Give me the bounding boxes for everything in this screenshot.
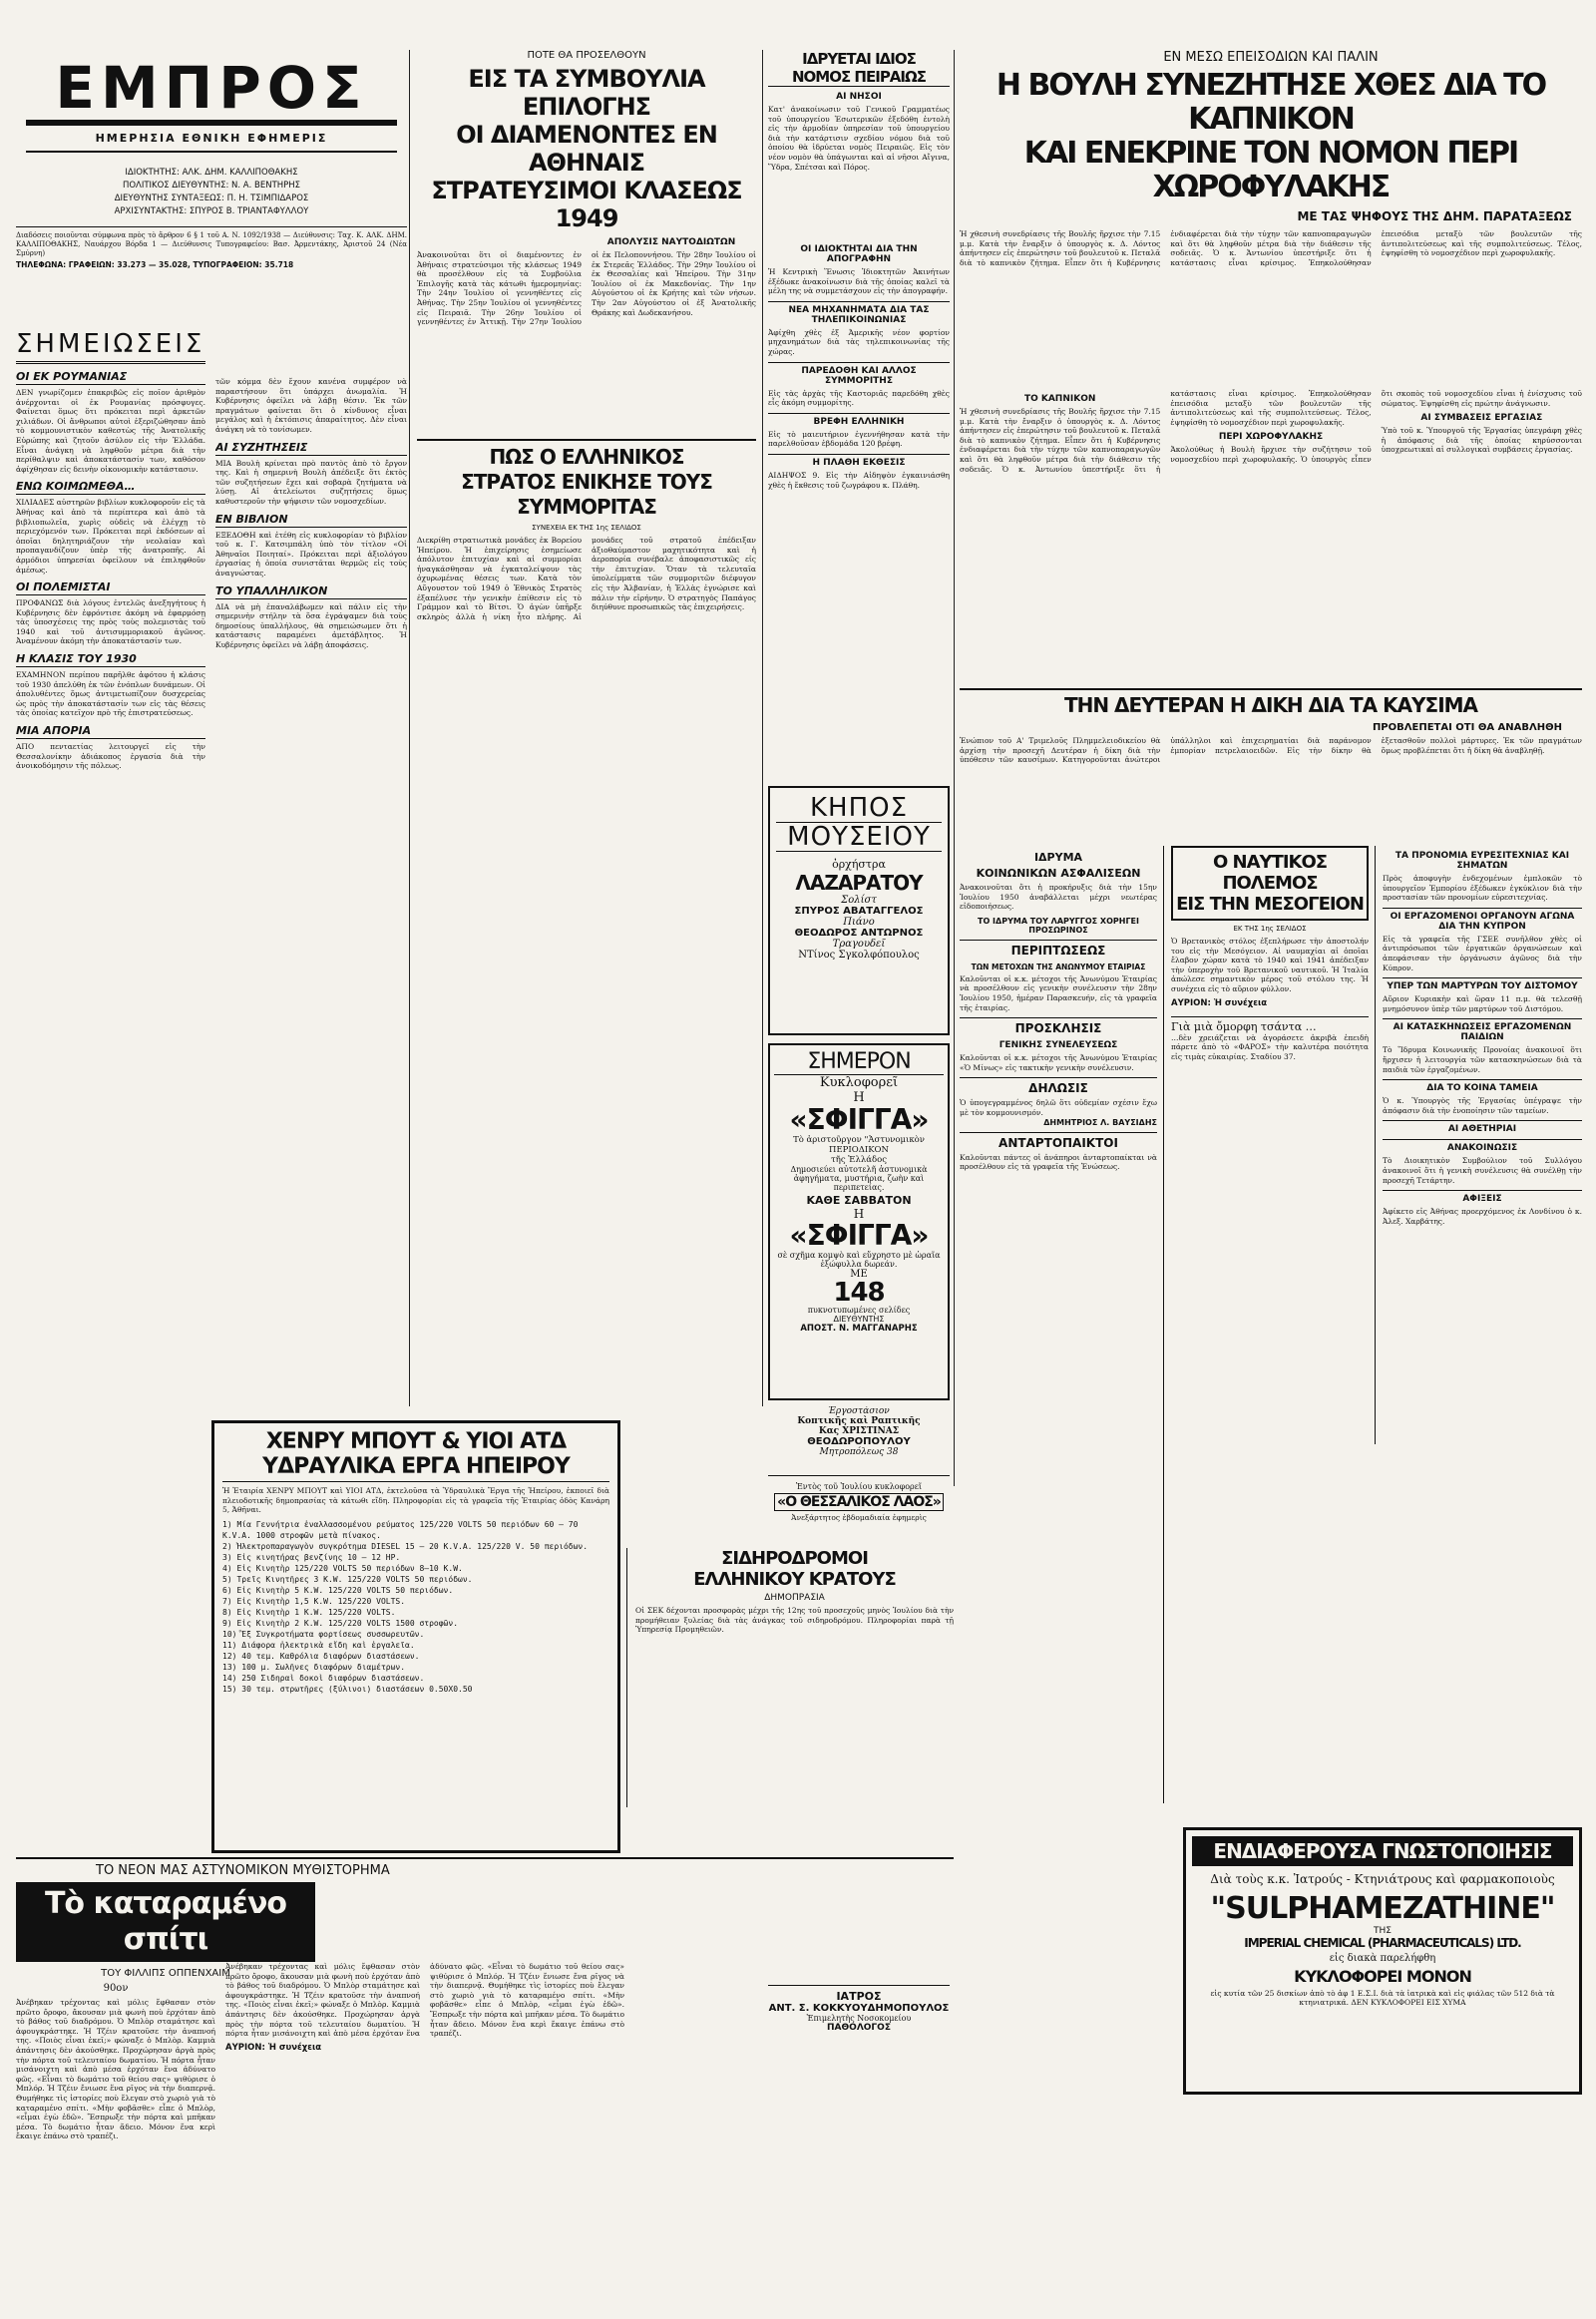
- naval-body: Ὁ Βρετανικὸς στόλος ἐξεπλήρωσε τὴν ἀποστολήν του εἰς τὴν Μεσόγειον. Αἱ ναυμαχίαι αἱ ὁποῖαι ἔλαβον χώραν κατὰ τὸ 1940 καὶ 1941 ἀπέδειξαν τὴν ὑπεροχὴν τοῦ Βρετανικοῦ ναυτικοῦ. Ἡ Ἰταλία ἀπώλεσε σημαντικὸν μέρος τοῦ στόλου της. Ἡ συνέχεια εἰς τὸ αὔριον φύλλον.: [1171, 937, 1369, 993]
- notes-c2-s1-title: ΑΙ ΣΥΖΗΤΗΣΕΙΣ: [215, 441, 407, 456]
- ad-sfigga-desc2: τῆς Ἑλλάδος: [831, 1155, 887, 1165]
- list-item: 11) Διάφορα ἠλεκτρικὰ εἴδη καὶ ἐργαλεῖα.: [222, 1640, 415, 1650]
- railway-body: Οἱ ΣΕΚ δέχονται προσφορὰς μέχρι τῆς 12ης τοῦ προσεχοῦς μηνὸς Ἰουλίου διὰ τὴν προμήθειαν ξυλείας διὰ τὰς ἀνάγκας τοῦ σιδηροδρόμου. Πληροφορίαι παρὰ τῇ Ὑπηρεσίᾳ Προμηθειῶν.: [635, 1606, 954, 1635]
- parliament-s3-body: Ὑπὸ τοῦ κ. Ὑπουργοῦ τῆς Ἐργασίας ὑπεγράφη χθὲς ἡ ἀπόφασις διὰ τῆς ὁποίας κηρύσσονται ὑποχρεωτικαὶ αἱ συλλογικαὶ συμβάσεις ἐργασίας.: [1381, 426, 1582, 455]
- ad-sfigga-today: ΣΗΜΕΡΟΝ: [774, 1049, 944, 1075]
- notes-column-2: [215, 377, 407, 1404]
- notes-c2-s2-title: ΕΝ ΒΙΒΛΙΟΝ: [215, 513, 407, 528]
- story-army-byline: ΣΥΝΕΧΕΙΑ ΕΚ ΤΗΣ 1ης ΣΕΛΙΔΟΣ: [532, 524, 641, 532]
- short-items: [768, 239, 950, 798]
- story-army: [417, 439, 756, 1396]
- story-fuel-body: Ἐνώπιον τοῦ Α' Τριμελοῦς Πλημμελειοδικείου θὰ ἀρχίσῃ τὴν προσεχῆ Δευτέραν ἡ δίκη διὰ τὴν ὑπόθεσιν τῶν καυσίμων. Κατηγοροῦνται ἀνώτεροι ὑπάλληλοι καὶ ἐπιχειρηματίαι διὰ παράνομον ἐμπορίαν πετρελαιοειδῶν. Εἰς τὴν δίκην θὰ ἐξετασθοῦν πολλοὶ μάρτυρες. Ἐκ τῶν πραγμάτων ὅμως προβλέπεται ὅτι ἡ δίκη θὰ ἀναβληθῇ.: [960, 736, 1582, 765]
- parliament-s1-body: Ἡ χθεσινὴ συνεδρίασις τῆς Βουλῆς ἤρχισε τὴν 7.15 μ.μ. Κατὰ τὴν ἔναρξιν ὁ ὑπουργὸς κ. Δ. Λόντος ἀπήντησεν εἰς ἐπερώτησιν τοῦ βουλευτοῦ κ. Πεταλᾶ διὰ τὸ καπνικὸν ζήτημα. Εἶπεν ὅτι ἡ Κυβέρνησις ἐνδιαφέρεται διὰ τὴν τύχην τῶν καπνοπαραγωγῶν καὶ ὅτι θὰ ληφθοῦν μέτρα διὰ τὴν διάθεσιν τῆς σοδειᾶς. Ὁ κ. Ἀντωνίου ὑπεστήριξε ὅτι ἡ κατάστασις εἶναι κρίσιμος. Ἐπηκολούθησαν ἐπεισόδια μεταξὺ τῶν βουλευτῶν τῆς ἀντιπολιτεύσεως καὶ τῆς συμπολιτεύσεως. Τέλος, ἐψηφίσθη τὸ νομοσχέδιον περὶ χωροφυλακῆς.: [960, 389, 1372, 474]
- ad-kipos-name3: ΘΕΟΔΩΡΟΣ ΑΝΤΩΡΝΟΣ: [794, 928, 924, 939]
- list-item: 5) Τρεῖς Κινητῆρες 3 K.W. 125/220 VOLTS 50 περιόδων.: [222, 1574, 473, 1584]
- notes-s1-title: ΟΙ ΕΚ ΡΟΥΜΑΝΙΑΣ: [16, 370, 205, 385]
- ad-kipos-mouseiou: [768, 786, 950, 1035]
- ad-thessalikos: [768, 1482, 950, 1544]
- henry-boot-intro: Ἡ Ἑταιρία ΧΕΝΡΥ ΜΠΟΥΤ καὶ ΥΙΟΙ ΑΤΔ, ἐκτελοῦσα τὰ Ὑδραυλικὰ Ἔργα τῆς Ἠπείρου, ἐκποιεῖ διὰ πλειοδοτικῆς δημοπρασίας τὰ κάτωθι εἴδη. Πληροφορίαι εἰς τὰ γραφεῖα τῆς Ἑταιρίας ὁδὸς Κανάρη 5, Ἀθῆναι.: [222, 1486, 609, 1515]
- foundation-sign: ΔΗΜΗΤΡΙΟΣ Λ. ΒΑΥΣΙΔΗΣ: [1043, 1117, 1157, 1127]
- story-piraeus-head-2: ΝΟΜΟΣ ΠΕΙΡΑΙΩΣ: [768, 68, 950, 87]
- naval-s2: Γιὰ μιὰ ὄμορφη τσάντα …: [1171, 1016, 1369, 1033]
- iatros-l1: ΙΑΤΡΟΣ: [836, 1990, 882, 2003]
- sulpha-l3: ΚΥΚΛΟΦΟΡΕΙ ΜΟΝΟΝ: [1294, 1967, 1471, 1986]
- notes-s5-title: ΜΙΑ ΑΠΟΡΙΑ: [16, 724, 205, 739]
- exhibition-title: Η ΠΛΑΘΗ ΕΚΘΕΣΙΣ: [768, 454, 950, 468]
- foundation-body5: Καλοῦνται πάντες οἱ ἀνάπηροι ἀνταρτοπαίκται νὰ προσέλθουν εἰς τὰ γραφεῖα τῆς Ἑνώσεως.: [960, 1152, 1157, 1172]
- foundation-h3: ΤΟ ΙΔΡΥΜΑ ΤΟΥ ΛΑΡΥΓΓΟΣ ΧΟΡΗΓΕΙ ΠΡΟΣΩΡΙΝΟΣ: [978, 916, 1139, 935]
- camps-body: Τὸ Ἵδρυμα Κοινωνικῆς Προνοίας ἀνακοινοῖ ὅτι ἤρχισεν ἡ λειτουργία τῶν κατασκηνώσεων διὰ τὰ παιδιὰ τῶν ἐργαζομένων.: [1383, 1045, 1582, 1074]
- ad-sfigga-dir-name: ΑΠΟΣΤ. Ν. ΜΑΓΓΑΝΑΡΗΣ: [800, 1324, 918, 1334]
- ad-kipos-role2: Σολίστ: [841, 895, 877, 906]
- railway-notice: [626, 1548, 954, 1807]
- patents-body: Πρὸς ἀποφυγὴν ἐνδεχομένων ἐμπλοκῶν τὸ ὑπουργεῖον Ἐμπορίου ἐξέδωκεν ἐγκύκλιον διὰ τὴν προστασίαν τῶν προνομίων εὑρεσιτεχνίας.: [1383, 874, 1582, 903]
- masthead-subtitle: ΗΜΕΡΗΣΙΑ ΕΘΝΙΚΗ ΕΦΗΜΕΡΙΣ: [95, 132, 328, 145]
- ad-kipos-line1: ὀρχήστρα: [832, 858, 886, 871]
- ad-kipos-title-2: ΜΟΥΣΕΙΟΥ: [776, 823, 942, 852]
- ad-kipos-role4: Τραγουδεῖ: [832, 939, 886, 950]
- surrender-body: Εἰς τὰς ἀρχὰς τῆς Καστοριᾶς παρεδόθη χθὲς εἷς ἀκόμη συμμορίτης.: [768, 388, 950, 408]
- story-parliament-body: Ἡ χθεσινὴ συνεδρίασις τῆς Βουλῆς ἤρχισε τὴν 7.15 μ.μ. Κατὰ τὴν ἔναρξιν ὁ ὑπουργὸς κ. Δ. Λόντος ἀπήντησεν εἰς ἐπερώτησιν τοῦ βουλευτοῦ κ. Πεταλᾶ διὰ τὸ καπνικὸν ζήτημα. Εἶπεν ὅτι ἡ Κυβέρνησις ἐνδιαφέρεται διὰ τὴν τύχην τῶν καπνοπαραγωγῶν καὶ ὅτι θὰ ληφθοῦν μέτρα διὰ τὴν διάθεσιν τῆς σοδειᾶς. Ὁ κ. Ἀντωνίου ὑπεστήριξε ὅτι ἡ κατάστασις εἶναι κρίσιμος. Ἐπηκολούθησαν ἐπεισόδια μεταξὺ τῶν βουλευτῶν τῆς ἀντιπολιτεύσεως καὶ τῆς συμπολιτεύσεως. Τέλος, ἐψηφίσθη τὸ νομοσχέδιον περὶ χωροφυλακῆς.: [960, 229, 1582, 267]
- ad-thessal-l1: Ἐντὸς τοῦ Ἰουλίου κυκλοφορεῖ: [795, 1482, 923, 1491]
- notes-s1-body: ΔΕΝ γνωρίζομεν ἐπακριβῶς εἰς ποῖον ἀριθμὸν ἀνέρχονται οἱ ἐκ Ρουμανίας πρόσφυγες. Φαίνεται ὅμως ὅτι πρόκειται περὶ ἀρκετῶν χιλιάδων. Οἱ ἄνθρωποι αὐτοὶ ἐξεριζώθησαν ἀπὸ τὸ κομμουνιστικὸν καθεστὼς τῆς Ἀνατολικῆς Εὐρώπης καὶ ζητοῦν ἀσύλον εἰς τὴν Ἑλλάδα. Εἶναι ἀνάγκη νὰ ληφθοῦν μέτρα διὰ τὴν περίθαλψιν καὶ ἀποκατάστασίν των, καθόσον ἀφίχθησαν εἰς δεινὴν οἰκονομικὴν κατάστασιν.: [16, 388, 205, 474]
- foundation-body2: Καλοῦνται οἱ κ.κ. μέτοχοι τῆς Ἀνωνύμου Ἑταιρίας νὰ προσέλθουν εἰς γενικὴν συνέλευσιν τὴν 28ην Ἰουλίου 1950, ἡμέραν Παρασκευήν, εἰς τὰ γραφεῖα τῆς ἑταιρίας.: [960, 973, 1157, 1012]
- notes-s2-body: ΧΙΛΙΑΔΕΣ αὐστηρῶν βιβλίων κυκλοφοροῦν εἰς τὰ Ἀθήνας καὶ ἀπὸ τὰ περίπτερα καὶ ἀπὸ τὰ βιβλιοπωλεῖα, χωρὶς οὐδεὶς νὰ ἐλέγχῃ τὸ περιεχόμενόν των. Πρόκειται περὶ ἐκδόσεων αἱ ὁποῖαι δηλητηριάζουν τὴν νεολαίαν καὶ προπαγανδίζουν ὑπὲρ τῆς ἀνατροπῆς. Αἱ ἁρμόδιοι ὑπηρεσίαι ὀφείλουν νὰ ἐπιληφθοῦν ἀμέσως.: [16, 498, 205, 575]
- notes-s2-title: ΕΝΩ ΚΟΙΜΩΜΕΘΑ…: [16, 480, 205, 495]
- serial-kicker: ΤΟ ΝΕΟΝ ΜΑΣ ΑΣΤΥΝΟΜΙΚΟΝ ΜΥΘΙΣΤΟΡΗΜΑ: [96, 1863, 390, 1878]
- masthead-chief-editor: ΑΡΧΙΣΥΝΤΑΚΤΗΣ: ΣΠΥΡΟΣ Β. ΤΡΙΑΝΤΑΦΥΛΛΟΥ: [114, 206, 309, 216]
- ad-sfigga-me: ΜΕ: [850, 1269, 868, 1280]
- arrivals-body: Ἀφίκετο εἰς Ἀθήνας προερχόμενος ἐκ Λονδίνου ὁ κ. Ἀλεξ. Χαρβάτης.: [1383, 1207, 1582, 1226]
- parliament-s2-body: Ἀκολούθως ἡ Βουλὴ ἤρχισε τὴν συζήτησιν τοῦ νομοσχεδίου περὶ χωροφυλακῆς. Ὁ ὑπουργὸς εἶπεν ὅτι σκοπὸς τοῦ νομοσχεδίου εἶναι ἡ ἐνίσχυσις τοῦ σώματος. Ἐψηφίσθη εἰς πρώτην ἀνάγνωσιν.: [1170, 389, 1582, 464]
- ad-ergostasion: [768, 1406, 950, 1476]
- ad-sfigga-dir: ΔΙΕΥΘΥΝΤΗΣ: [833, 1315, 885, 1324]
- story-parliament-headline-1: Η ΒΟΥΛΗ ΣΥΝΕΖΗΤΗΣΕ ΧΘΕΣ ΔΙΑ ΤΟ ΚΑΠΝΙΚΟΝ: [996, 68, 1546, 137]
- notes-c2-s3-body: ΔΙΑ νὰ μὴ ἐπαναλάβωμεν καὶ πάλιν εἰς τὴν σημερινὴν στήλην τὰ ὅσα ἐγράψαμεν διὰ τοὺς δημοσίους ὑπαλλήλους, θὰ σημειώσωμεν ὅτι ἡ κατάστασις παραμένει ἀμετάβλητος. Ἡ Κυβέρνησις ὀφείλει νὰ λάβῃ ἀποφάσεις.: [215, 601, 407, 649]
- list-item: 10) Ἓξ Συγκροτήματα φορτίσεως συσσωρευτῶν.: [222, 1629, 425, 1639]
- railway-h3: ΔΗΜΟΠΡΑΣΙΑ: [764, 1593, 825, 1603]
- list-item: 14) 250 Σιδηραὶ δοκοὶ διαφόρων διαστάσεων.: [222, 1673, 425, 1683]
- notes-s4-body: ΕΧΑΜΗΝΟΝ περίπου παρῆλθε ἀφότου ἡ κλάσις τοῦ 1930 ἀπελύθη ἐκ τῶν ἐνόπλων δυνάμεων. Οἱ ἀπολυθέντες ὅμως ἀντιμετωπίζουν δυσχερείας ὡς πρὸς τὴν ἀποκατάστασίν των εἰς τὰς θέσεις τὰς ὁποίας κατεῖχον πρὸ τῆς ἐπιστρατεύσεως.: [16, 670, 205, 718]
- surrender-title: ΠΑΡΕΔΟΘΗ ΚΑΙ ΑΛΛΟΣ ΣΥΜΜΟΡΙΤΗΣ: [768, 362, 950, 386]
- ad-kipos-role3: Πιάνο: [843, 917, 875, 928]
- serial-title: Τὸ καταραμένο σπίτι: [16, 1882, 315, 1962]
- story-naval: [1171, 846, 1376, 1444]
- list-item: 15) 30 τεμ. στρωτῆρες (ξύλινοι) διαστάσεων 0.50X0.50: [222, 1684, 473, 1694]
- ad-sfigga-desc3: Δημοσιεύει αὐτοτελῆ ἀστυνομικὰ ἀφηγήματα, μυστήρια, ζωὴν καὶ περιπετείας.: [790, 1165, 928, 1192]
- ad-ergost-l2: Κοπτικῆς καὶ Ραπτικῆς: [797, 1416, 921, 1426]
- sulpha-l4: εἰς κυτία τῶν 25 δισκίων ἀπὸ τὸ ἀφ 1 Ε.Σ.Ι. διὰ τὰ ἰατρικὰ καὶ εἰς φιάλας τῶν 512 διὰ τὰ κτηνιατρικά. ΔΕΝ ΚΥΚΛΟΦΟΡΕΙ ΕΙΣ ΧΥΜΑ: [1210, 1989, 1555, 2007]
- serial-author: ΤΟΥ ΦΙΛΛΙΠΣ ΟΠΠΕΝΧΑΙΜ: [101, 1968, 230, 1979]
- serial-body-2: Ἀνέβηκαν τρέχοντας καὶ μόλις ἔφθασαν στὸν πρῶτο ὄροφο, ἄκουσαν μιὰ φωνὴ ποὺ ἐρχόταν ἀπὸ τὸ βάθος τοῦ διαδρόμου. Ὁ Μπλὸρ σταμάτησε καὶ ἀφουγκράστηκε. Ἡ Τζέιν κρατοῦσε τὴν ἀναπνοή της. «Ποιὸς εἶναι ἐκεῖ;» φώναξε ὁ Μπλὸρ. Καμμιὰ ἀπάντησις δὲν ἀκούσθηκε. Προχώρησαν ἀργὰ πρὸς τὴν πόρτα τοῦ τελευταίου δωματίου. Ἡ πόρτα ἦταν μισάνοιχτη καὶ ἀπὸ μέσα ἐρχόταν ἕνα ἀδύνατο φῶς. «Εἶναι τὸ δωμάτιο τοῦ θείου σας» ψιθύρισε ὁ Μπλόρ. Ἡ Τζέιν ἔνιωσε ἕνα ρῖγος νὰ τὴν διαπερνᾷ. Θυμήθηκε τὶς ἱστορίες ποὺ ἔλεγαν στὸ χωριὸ γιὰ τὸ καταραμένο σπίτι. «Μὴν φοβᾶσθε» εἶπε ὁ Μπλὸρ, «εἶμαι ἐγὼ ἐδῶ». Ἔσπρωξε τὴν πόρτα καὶ μπῆκαν μέσα. Τὸ δωμάτιο ἦταν ἄδειο. Μόνον ἕνα κερὶ ἔκαιγε ἐπάνω στὸ τραπέζι.: [225, 1962, 624, 2039]
- parliament-s2: ΠΕΡΙ ΧΩΡΟΦΥΛΑΚΗΣ: [1218, 432, 1324, 443]
- babies-body: Εἰς τὸ μαιευτήριον ἐγεννήθησαν κατὰ τὴν παρελθοῦσαν ἑβδομάδα 120 βρέφη.: [768, 429, 950, 449]
- ad-kipos-title-1: ΚΗΠΟΣ: [776, 794, 942, 823]
- story-conscripts-headline-2: ΟΙ ΔΙΑΜΕΝΟΝΤΕΣ ΕΝ ΑΘΗΝΑΙΣ: [456, 121, 717, 177]
- telecom-title: ΝΕΑ ΜΗΧΑΝΗΜΑΤΑ ΔΙΑ ΤΑΣ ΤΗΛΕΠΙΚΟΙΝΩΝΙΑΣ: [768, 301, 950, 325]
- sulpha-h1: ΕΝΔΙΑΦΕΡΟΥΣΑ ΓΝΩΣΤΟΠΟΙΗΣΙΣ: [1192, 1836, 1573, 1866]
- ad-ergost-l1: Ἐργοστάσιον: [828, 1406, 890, 1416]
- ad-sfigga-h2: Η: [853, 1207, 865, 1221]
- parliament-s1: ΤΟ ΚΑΠΝΙΚΟΝ: [1023, 394, 1096, 404]
- story-army-body: Διεκρίθη στρατιωτικὰ μονάδες ἐκ Βορείου Ἠπείρου. Ἡ ἐπιχείρησις ἐσημείωσε ἀπόλυτον ἐπιτυχίαν καὶ αἱ συμμορίαι ἠναγκάσθησαν νὰ ἐγκαταλείψουν τὰς ὀχυρωμένας θέσεις των. Κατὰ τὸν Αὔγουστον τοῦ 1949 ὁ Ἐθνικὸς Στρατὸς ἐξαπέλυσε τὴν γενικὴν ἐπίθεσιν εἰς τὸ Γράμμον καὶ τὸ Βίτσι. Ὁ ἀγὼν ὑπῆρξε σκληρὸς ἀλλὰ ἡ νίκη ἦτο πλήρης. Αἱ μονάδες τοῦ στρατοῦ ἐπέδειξαν ἀξιοθαύμαστον μαχητικότητα καὶ ἡ ἀεροπορία συνέβαλε ἀποφασιστικῶς εἰς τὴν ἐπιτυχίαν. Ὅταν τὰ τελευταῖα ὑπολείμματα τῶν συμμοριτῶν διέφυγον εἰς τὴν Ἀλβανίαν, ἡ Ἑλλὰς ἐγνώρισε καὶ πάλιν τὴν εἰρήνην. Ὁ στρατηγὸς Παπάγος διηύθυνε προσωπικῶς τὰς ἐπιχειρήσεις.: [417, 536, 756, 621]
- list-item: 8) Εἰς Κινητὴρ 1 K.W. 125/220 VOLTS.: [222, 1607, 396, 1617]
- sulpha-l1: Διὰ τοὺς κ.κ. Ἰατρούς - Κτηνιάτρους καὶ φαρμακοποιοὺς: [1210, 1872, 1555, 1886]
- list-item: 13) 100 μ. Σωλῆνες διαφόρων διαμέτρων.: [222, 1662, 406, 1672]
- story-piraeus-sub: ΑΙ ΝΗΣΟΙ: [836, 92, 882, 102]
- sulpha-spacer: [960, 1807, 1171, 2107]
- foundation-h2: ΚΟΙΝΩΝΙΚΩΝ ΑΣΦΑΛΙΣΕΩΝ: [976, 867, 1141, 880]
- story-conscripts-body: Ἀνακοινοῦται ὅτι οἱ διαμένοντες ἐν Ἀθήναις στρατεύσιμοι τῆς κλάσεως 1949 θὰ προσέλθουν εἰς τὰ Συμβούλια Ἐπιλογῆς κατὰ τὰς κάτωθι ἡμερομηνίας: Τὴν 24ην Ἰουλίου οἱ γεννηθέντες εἰς Ἀθήνας. Τὴν 25ην Ἰουλίου οἱ γεννηθέντες εἰς Πειραιᾶ. Τὴν 26ην Ἰουλίου οἱ γεννηθέντες ἐν Ἀττικῇ. Τὴν 27ην Ἰουλίου οἱ ἐκ Πελοποννήσου. Τὴν 28ην Ἰουλίου οἱ ἐκ Στερεᾶς Ἑλλάδος. Τὴν 29ην Ἰουλίου οἱ ἐκ Θεσσαλίας καὶ Ἠπείρου. Τὴν 31ην Ἰουλίου οἱ ἐκ Μακεδονίας. Τὴν 1ην Αὐγούστου οἱ ἐκ Κρήτης καὶ τῶν νήσων. Τὴν 2αν Αὐγούστου οἱ ἐξ Ἀνατολικῆς Θράκης καὶ Δωδεκανήσου.: [417, 250, 756, 327]
- ad-sfigga-h: Η: [853, 1090, 865, 1105]
- notes-s3-body: ΠΡΟΦΑΝΩΣ διὰ λόγους ἐντελῶς ἀνεξηγήτους ἡ Κυβέρνησις δὲν ἐφρόντισε ἀκόμη νὰ ἐφαρμόσῃ τὰς ὑποσχέσεις της πρὸς τοὺς πολεμιστὰς τοῦ 1940 καὶ τοῦ ἀντισυμμοριακοῦ ἀγῶνος. Ἀναμένουν ἀκόμη τὴν ἀποκατάστασίν των.: [16, 598, 205, 646]
- list-item: 12) 40 τεμ. Καθρόλια διαφόρων διαστάσεων.: [222, 1651, 420, 1661]
- ad-ergost-l5: Μητροπόλεως 38: [819, 1447, 899, 1457]
- henry-boot-list: [222, 1519, 609, 1695]
- parliament-cont: [960, 389, 1582, 688]
- serial-body-1: Ἀνέβηκαν τρέχοντας καὶ μόλις ἔφθασαν στὸν πρῶτο ὄροφο, ἄκουσαν μιὰ φωνὴ ποὺ ἐρχόταν ἀπὸ τὸ βάθος τοῦ διαδρόμου. Ὁ Μπλὸρ σταμάτησε καὶ ἀφουγκράστηκε. Ἡ Τζέιν κρατοῦσε τὴν ἀναπνοή της. «Ποιὸς εἶναι ἐκεῖ;» φώναξε ὁ Μπλὸρ. Καμμιὰ ἀπάντησις δὲν ἀκούσθηκε. Προχώρησαν ἀργὰ πρὸς τὴν πόρτα τοῦ τελευταίου δωματίου. Ἡ πόρτα ἦταν μισάνοιχτη καὶ ἀπὸ μέσα ἐρχόταν ἕνα ἀδύνατο φῶς. «Εἶναι τὸ δωμάτιο τοῦ θείου σας» ψιθύρισε ὁ Μπλόρ. Ἡ Τζέιν ἔνιωσε ἕνα ρῖγος νὰ τὴν διαπερνᾷ. Θυμήθηκε τὶς ἱστορίες ποὺ ἔλεγαν στὸ χωριὸ γιὰ τὸ καταραμένο σπίτι. «Μὴν φοβᾶσθε» εἶπε ὁ Μπλὸρ, «εἶμαι ἐγὼ ἐδῶ». Ἔσπρωξε τὴν πόρτα καὶ μπῆκαν μέσα. Τὸ δωμάτιο ἦταν ἄδειο. Μόνον ἕνα κερὶ ἔκαιγε ἐπάνω στὸ τραπέζι.: [16, 1998, 215, 2141]
- owners-body: Ἡ Κεντρικὴ Ἕνωσις Ἰδιοκτητῶν Ἀκινήτων ἐξέδωκε ἀνακοίνωσιν διὰ τῆς ὁποίας καλεῖ τὰ μέλη της νὰ συμμετάσχουν εἰς τὴν ἀπογραφήν.: [768, 267, 950, 296]
- arrivals-title: ΑΦΙΞΕΙΣ: [1383, 1190, 1582, 1204]
- camps-title: ΑΙ ΚΑΤΑΣΚΗΝΩΣΕΙΣ ΕΡΓΑΖΟΜΕΝΩΝ ΠΑΙΔΙΩΝ: [1383, 1018, 1582, 1042]
- story-army-headline: ΠΩΣ Ο ΕΛΛΗΝΙΚΟΣ ΣΤΡΑΤΟΣ ΕΝΙΚΗΣΕ ΤΟΥΣ ΣΥΜΜΟΡΙΤΑΣ: [461, 445, 712, 519]
- list-item: 3) Εἰς κινητήρας βενζίνης 10 — 12 ΗΡ.: [222, 1552, 401, 1562]
- notes-s4-title: Η ΚΛΑΣΙΣ ΤΟΥ 1930: [16, 652, 205, 667]
- serial-tomorrow: ΑΥΡΙΟΝ: Ἡ συνέχεια: [225, 2042, 322, 2053]
- ad-ergost-l3: Κας ΧΡΙΣΤΙΝΑΣ: [818, 1426, 900, 1436]
- serial-novel: [16, 1863, 624, 2302]
- ad-thessal-l3: Ἀνεξάρτητος ἑβδομαδιαία ἐφημερὶς: [791, 1513, 927, 1522]
- ad-sfigga-every: ΚΑΘΕ ΣΑΒΒΑΤΟΝ: [806, 1194, 912, 1207]
- story-fuel-sub: ΠΡΟΒΛΕΠΕΤΑΙ ΟΤΙ ΘΑ ΑΝΑΒΛΗΘΗ: [1372, 722, 1562, 733]
- story-parliament-sub: ΜΕ ΤΑΣ ΨΗΦΟΥΣ ΤΗΣ ΔΗΜ. ΠΑΡΑΤΑΞΕΩΣ: [1297, 209, 1572, 223]
- notes-c2-s1-body: ΜΙΑ Βουλὴ κρίνεται πρὸ παντὸς ἀπὸ τὸ ἔργον της. Καὶ ἡ σημερινὴ Βουλὴ ἀπέδειξε ὅτι ἐκτὸς τῶν συζητήσεων ἔχει καὶ σοβαρὰ ζητήματα νὰ λύσῃ. Αἱ ἀτελείωτοι συζητήσεις ὅμως καθυστεροῦν τὴν ψήφισιν τῶν νομοσχεδίων.: [215, 458, 407, 506]
- henry-boot-h2: ΥΔΡΑΥΛΙΚΑ ΕΡΓΑ ΗΠΕΙΡΟΥ: [222, 1454, 609, 1482]
- ad-iatros: [768, 1985, 950, 2065]
- naval-s2-body: …δὲν χρειάζεται νὰ ἀγοράσετε ἀκριβὰ ἐπειδὴ πάρετε ἀπὸ τὸ «ΦΑΡΟΣ» τὴν καλυτέρα ποιότητα εἰς τιμὰς εὐκαιρίας. Σταδίου 37.: [1171, 1032, 1369, 1061]
- list-item: 7) Εἰς Κινητὴρ 1,5 K.W. 125/220 VOLTS.: [222, 1596, 406, 1606]
- foundation-h1: ΙΔΡΥΜΑ: [1033, 851, 1083, 864]
- naval-h2: ΕΙΣ ΤΗΝ ΜΕΣΟΓΕΙΟΝ: [1171, 894, 1369, 921]
- ad-henry-boot: [211, 1420, 620, 1853]
- story-piraeus-head-1: ΙΔΡΥΕΤΑΙ ΙΔΙΟΣ: [802, 50, 916, 68]
- notes-s5-body: ΑΠΟ πενταετίας λειτουργεῖ εἰς τὴν Θεσσαλονίκην ἀδιάκοπος ἐργασία διὰ τὴν ἀνοικοδόμησιν τῆς πόλεως.: [16, 742, 205, 771]
- sulpha-l2: εἰς διακὰ παρελήφθη: [1329, 1953, 1436, 1964]
- parliament-s3: ΑΙ ΣΥΜΒΑΣΕΙΣ ΕΡΓΑΣΙΑΣ: [1420, 413, 1543, 424]
- athetiriai-title: ΑΙ ΑΘΕΤΗΡΙΑΙ: [1383, 1120, 1582, 1134]
- sulpha-the: ΤΗΣ: [1374, 1926, 1392, 1936]
- funds-body: Ὁ κ. Ὑπουργὸς τῆς Ἐργασίας ὑπέγραψε τὴν ἀπόφασιν διὰ τὴν ἐνοποίησιν τῶν ταμείων.: [1383, 1096, 1582, 1115]
- babies-title: ΒΡΕΦΗ ΕΛΛΗΝΙΚΗ: [768, 413, 950, 427]
- workers-body: Εἰς τὰ γραφεῖα τῆς ΓΣΕΕ συνῆλθον χθὲς οἱ ἀντιπρόσωποι τῶν ἐργατικῶν ὀργανώσεων καὶ ἀπεφάσισαν τὴν ὀργάνωσιν ἀγῶνος διὰ τὴν Κύπρον.: [1383, 934, 1582, 972]
- henry-boot-h1: ΧΕΝΡΥ ΜΠΟΥΤ & ΥΙΟΙ ΑΤΔ: [265, 1429, 567, 1454]
- list-item: 2) Ἠλεκτροπαραγωγὸν συγκρότημα DIESEL 15 — 20 K.V.A. 125/220 V. 50 περιόδων.: [222, 1541, 589, 1551]
- masthead: [16, 56, 407, 321]
- list-item: 9) Εἰς Κινητὴρ 2 K.W. 125/220 VOLTS 1500 στροφῶν.: [222, 1618, 459, 1628]
- masthead-title: ΕΜΠΡΟΣ: [26, 56, 397, 126]
- ad-sfigga-name2: «ΣΦΙΓΓΑ»: [789, 1219, 929, 1252]
- masthead-editor: ΔΙΕΥΘΥΝΤΗΣ ΣΥΝΤΑΞΕΩΣ: Π. Η. ΤΣΙΜΠΙΔΑΡΟΣ: [114, 193, 309, 203]
- notes-c2-s2-body: ΕΞΕΔΟΘΗ καὶ ἐτέθη εἰς κυκλοφορίαν τὸ βιβλίον τοῦ κ. Γ. Κατσιμπάλη ὑπὸ τὸν τίτλον «Οἱ Ἀθηναῖοι Ποιηταί». Πρόκειται περὶ ἀξιολόγου ἐργασίας ἡ ὁποία συνιστᾶται θερμῶς εἰς τοὺς ἀναγνώστας.: [215, 530, 407, 578]
- foundation-h7: ΑΝΤΑΡΤΟΠΑΙΚΤΟΙ: [960, 1132, 1157, 1150]
- announcement-title: ΑΝΑΚΟΙΝΩΣΙΣ: [1383, 1139, 1582, 1153]
- ad-sfigga-desc4: σὲ σχῆμα κομψὸ καὶ εὔχρηστο μὲ ὡραῖα ἐξώφυλλα δωρεάν.: [777, 1251, 941, 1269]
- distomo-title: ΥΠΕΡ ΤΩΝ ΜΑΡΤΥΡΩΝ ΤΟΥ ΔΙΣΤΟΜΟΥ: [1383, 977, 1582, 991]
- foundation-h5b: ΓΕΝΙΚΗΣ ΣΥΝΕΛΕΥΣΕΩΣ: [998, 1040, 1118, 1051]
- notes-column-1: [16, 329, 205, 1406]
- naval-sub: ΕΚ ΤΗΣ 1ης ΣΕΛΙΔΟΣ: [1233, 925, 1307, 933]
- ad-sfigga-desc1: Τὸ ἀριστοῦργον "Ἀστυνομικὸν ΠΕΡΙΟΔΙΚΟΝ: [793, 1135, 925, 1155]
- list-item: 1) Μία Γεννήτρια ἐναλλασσομένου ρεύματος 125/220 VOLTS 50 περιόδων 60 — 70 K.V.A. 1000 στροφῶν μετὰ πίνακος.: [222, 1519, 579, 1540]
- funds-title: ΔΙΑ ΤΟ ΚΟΙΝΑ ΤΑΜΕΙΑ: [1383, 1079, 1582, 1093]
- foundation-h4b: ΤΩΝ ΜΕΤΟΧΩΝ ΤΗΣ ΑΝΩΝΥΜΟΥ ΕΤΑΙΡΙΑΣ: [971, 962, 1146, 971]
- story-conscripts: [417, 50, 756, 469]
- naval-tomorrow: ΑΥΡΙΟΝ: Ἡ συνέχεια: [1171, 997, 1268, 1008]
- masthead-address: Διαδόσεις ποιοῦνται σύμφωνα πρὸς τὸ ἄρθρον 6 § 1 τοῦ Α. Ν. 1092/1938 — Διεύθυνσις: Ταχ. Κ. ΑΛΚ. ΔΗΜ. ΚΑΛΛΙΠΟΘΑΚΗΣ, Ναυάρχου Βόρδα 1 — Διεύθυνσις Τυπογραφείου: Βασ. Ἀρμεντάκης, Ἀριστοῦ 24 (Νέα Σμύρνη): [16, 231, 407, 257]
- railway-h2: ΕΛΛΗΝΙΚΟΥ ΚΡΑΤΟΥΣ: [693, 1569, 896, 1590]
- masthead-phones: ΤΗΛΕΦΩΝΑ: ΓΡΑΦΕΙΩΝ: 33.273 — 35.028, ΤΥΠΟΓΡΑΦΕΙΟΝ: 35.718: [16, 260, 294, 269]
- story-conscripts-headline-1: ΕΙΣ ΤΑ ΣΥΜΒΟΥΛΙΑ ΕΠΙΛΟΓΗΣ: [468, 65, 705, 121]
- sulpha-company: IMPERIAL CHEMICAL (PHARMACEUTICALS) LTD.: [1244, 1936, 1521, 1950]
- list-item: 6) Εἰς Κινητὴρ 5 K.W. 125/220 VOLTS 50 περιόδων.: [222, 1585, 454, 1595]
- list-item: 4) Εἰς Κινητὴρ 125/220 VOLTS 50 περιόδων 8—10 K.W.: [222, 1563, 463, 1573]
- right-column: [1383, 846, 1582, 1484]
- naval-h1: Ο ΝΑΥΤΙΚΟΣ ΠΟΛΕΜΟΣ: [1171, 846, 1369, 894]
- story-fuel-trial: [960, 688, 1582, 838]
- iatros-l2: ΑΝΤ. Σ. ΚΟΚΚΥΟΥΔΗΜΟΠΟΥΛΟΣ: [768, 2003, 950, 2014]
- masthead-political-director: ΠΟΛΙΤΙΚΟΣ ΔΙΕΥΘΥΝΤΗΣ: Ν. Α. ΒΕΝΤΗΡΗΣ: [122, 181, 301, 191]
- ad-sfigga-pages-label: πυκνοτυπωμένες σελίδες: [807, 1306, 911, 1315]
- story-conscripts-sub: ΑΠΟΛΥΣΙΣ ΝΑΥΤΟΔΙΩΤΩΝ: [606, 237, 736, 247]
- notes-c2-s3-title: ΤΟ ΥΠΑΛΛΗΛΙΚΟΝ: [215, 584, 407, 599]
- iatros-l3: Ἐπιμελητὴς Νοσοκομείου: [806, 2014, 912, 2023]
- masthead-owner: ΙΔΙΟΚΤΗΤΗΣ: ΑΛΚ. ΔΗΜ. ΚΑΛΛΙΠΟΘΑΚΗΣ: [125, 168, 298, 178]
- iatros-l4: ΠΑΘΟΛΟΓΟΣ: [827, 2023, 891, 2033]
- workers-title: ΟΙ ΕΡΓΑΖΟΜΕΝΟΙ ΟΡΓΑΝΟΥΝ ΑΓΩΝΑ ΔΙΑ ΤΗΝ ΚΥΠΡΟΝ: [1383, 908, 1582, 932]
- foundation-body: Ἀνακοινοῦται ὅτι ἡ προκήρυξις διὰ τὴν 15ην Ἰουλίου 1950 ἀναβάλλεται μέχρι νεωτέρας εἰδοποιήσεως.: [960, 883, 1157, 912]
- foundation-body3: Καλοῦνται οἱ κ.κ. μέτοχοι τῆς Ἀνωνύμου Ἑταιρίας «Ὁ Μίνως» εἰς τακτικὴν γενικὴν συνέλευσιν.: [960, 1053, 1157, 1072]
- ad-sfigga-pages: 148: [833, 1278, 885, 1308]
- ad-sfigga-circ: Κυκλοφορεῖ: [819, 1075, 899, 1090]
- distomo-body: Αὔριον Κυριακὴν καὶ ὥραν 11 π.μ. θὰ τελεσθῇ μνημόσυνον ὑπὲρ τῶν μαρτύρων τοῦ Διστόμου.: [1383, 994, 1582, 1013]
- ad-thessal-l2: «Ο ΘΕΣΣΑΛΙΚΟΣ ΛΑΟΣ»: [774, 1493, 944, 1511]
- announcement-body: Τὸ Διοικητικὸν Συμβούλιον τοῦ Συλλόγου ἀνακοινοῖ ὅτι ἡ γενικὴ συνέλευσις θὰ συνέλθῃ τὴν προσεχῆ Τετάρτην.: [1383, 1156, 1582, 1185]
- ad-sfigga-name: «ΣΦΙΓΓΑ»: [789, 1103, 929, 1136]
- story-parliament-headline-2: ΚΑΙ ΕΝΕΚΡΙΝΕ ΤΟΝ ΝΟΜΟΝ ΠΕΡΙ ΧΩΡΟΦΥΛΑΚΗΣ: [1023, 136, 1518, 204]
- telecom-body: Ἀφίχθη χθὲς ἐξ Ἀμερικῆς νέον φορτίον μηχανημάτων διὰ τὰς τηλεπικοινωνίας τῆς χώρας.: [768, 327, 950, 356]
- foundation-h4: ΠΕΡΙΠΤΩΣΕΩΣ: [960, 940, 1157, 958]
- ad-sfigga: [768, 1043, 950, 1400]
- notes-s3-title: ΟΙ ΠΟΛΕΜΙΣΤΑΙ: [16, 580, 205, 595]
- notes-title: ΣΗΜΕΙΩΣΕΙΣ: [16, 329, 205, 364]
- story-piraeus-body: Κατ' ἀνακοίνωσιν τοῦ Γενικοῦ Γραμματέως τοῦ ὑπουργείου Ἐσωτερικῶν ἐξεδόθη ἐντολὴ εἰς τὴν ἁρμοδίαν ὑπηρεσίαν τοῦ ὑπουργείου διὰ τὴν κατάρτισιν σχεδίου νόμου διὰ τοῦ ὁποίου θὰ ἱδρύεται νομὸς Πειραιῶς. Εἰς τὸν νέον νομὸν θὰ ὑπάγωνται καὶ αἱ νῆσοι Αἴγινα, Ὕδρα, Σπέτσαι καὶ Πόρος.: [768, 105, 950, 172]
- story-parliament-kicker: ΕΝ ΜΕΣΩ ΕΠΕΙΣΟΔΙΩΝ ΚΑΙ ΠΑΛΙΝ: [1163, 50, 1379, 65]
- railway-h1: ΣΙΔΗΡΟΔΡΟΜΟΙ: [721, 1548, 868, 1569]
- ad-sulphamezathine: [1183, 1827, 1582, 2095]
- serial-episode: 90ον: [103, 1983, 129, 1994]
- story-fuel-headline: ΤΗΝ ΔΕΥΤΕΡΑΝ Η ΔΙΚΗ ΔΙΑ ΤΑ ΚΑΥΣΙΜΑ: [1063, 693, 1478, 717]
- foundation-body4: Ὁ ὑπογεγραμμένος δηλῶ ὅτι οὐδεμίαν σχέσιν ἔχω μὲ τὸν κομμουνισμόν.: [960, 1098, 1157, 1117]
- ad-kipos-name1: ΛΑΖΑΡΑΤΟΥ: [795, 871, 923, 895]
- patents-title: ΤΑ ΠΡΟΝΟΜΙΑ ΕΥΡΕΣΙΤΕΧΝΙΑΣ ΚΑΙ ΣΗΜΑΤΩΝ: [1395, 851, 1570, 871]
- ad-kipos-name4: ΝΤίνος Σγκολφόπουλος: [798, 950, 920, 961]
- story-parliament: [960, 50, 1582, 389]
- ad-kipos-name2: ΣΠΥΡΟΣ ΑΒΑΤΑΓΓΕΛΟΣ: [794, 906, 924, 917]
- foundation-h5: ΠΡΟΣΚΛΗΣΙΣ: [960, 1017, 1157, 1035]
- sulpha-product: "SULPHAMEZATHINE": [1210, 1891, 1555, 1926]
- owners-title: ΟΙ ΙΔΙΟΚΤΗΤΑΙ ΔΙΑ ΤΗΝ ΑΠΟΓΡΑΦΗΝ: [800, 244, 918, 264]
- story-conscripts-kicker: ΠΟΤΕ ΘΑ ΠΡΟΣΕΛΘΟΥΝ: [527, 50, 646, 61]
- story-conscripts-headline-3: ΣΤΡΑΤΕΥΣΙΜΟΙ ΚΛΑΣΕΩΣ 1949: [431, 177, 742, 232]
- exhibition-body: ΑΙΔΗΨΟΣ 9. Εἰς τὴν Αἰδηψὸν ἐγκαινιάσθη χθὲς ἡ ἔκθεσις τοῦ ζωγράφου κ. Πλάθη.: [768, 470, 950, 490]
- foundation-h6: ΔΗΛΩΣΙΣ: [960, 1077, 1157, 1095]
- notes-c2-body: τῶν κόμμα δὲν ἔχουν κανένα συμφέρον νὰ παραστήσουν ὅτι ὑπάρχει ἀνωμαλία. Ἡ Κυβέρνησις ὀφείλει νὰ λάβῃ θέσιν. Ἐκ τῶν πραγμάτων φαίνεται ὅτι ὁ κίνδυνος εἶναι μεγάλος καὶ ἡ ἐκτόπισις ἀπαραίτητος. Δὲν εἶναι ἀνάγκη νὰ τὸ τονίσωμεν.: [215, 377, 407, 434]
- ad-ergost-l4: ΘΕΟΔΩΡΟΠΟΥΛΟΥ: [807, 1436, 911, 1447]
- foundations-column: [960, 846, 1164, 1803]
